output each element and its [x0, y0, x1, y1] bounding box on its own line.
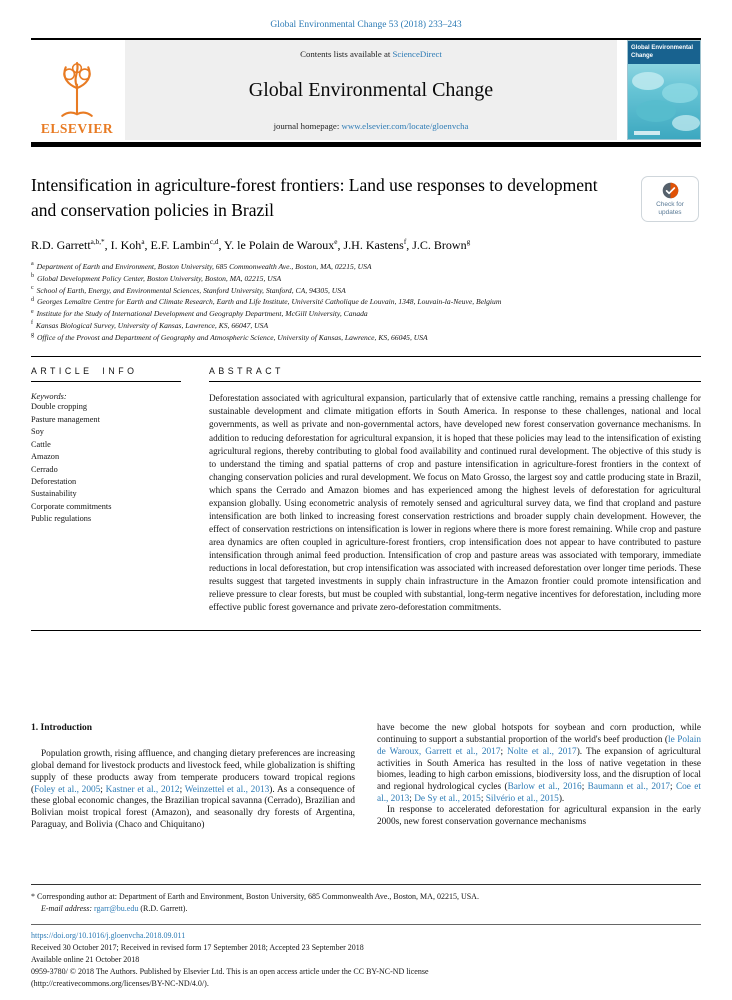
affiliation: $^a$ Department of Earth and Environment, Boston University, 685 Commonwealth Ave., Boston, MA, 02215, USA: [31, 261, 372, 271]
author-list: R.D. Garrett$^{a,b,*}$, I. Koh$^a$, E.F. Lambin$^{c,d}$, Y. le Polain de Waroux$^e$, J.H. Kastens$^f$, J.C. Brown$^g$: [31, 238, 471, 252]
citation-link[interactable]: Nolte et al., 2017: [507, 746, 577, 757]
cover-title: Global Environmental Change: [628, 41, 700, 64]
keyword: Amazon: [31, 452, 60, 462]
copyright-line: 0959-3780/ © 2018 The Authors. Published by Elsevier Ltd. This is an open access article under the CC BY-NC-ND license: [31, 967, 429, 976]
affiliation-list: [31, 261, 701, 343]
license-url: (http://creativecommons.org/licenses/BY-NC-ND/4.0/).: [31, 979, 209, 988]
citation-link[interactable]: Coe et al., 2013: [377, 781, 701, 804]
affiliation: $^f$ Kansas Biological Survey, University of Kansas, Lawrence, KS, 66047, USA: [31, 320, 269, 330]
article-info-heading: ARTICLE INFO: [31, 366, 181, 382]
check-for-updates-badge[interactable]: [641, 176, 699, 222]
keyword-list: [31, 401, 181, 525]
article-title: Intensification in agriculture-forest frontiers: Land use responses to development and conservation policies in Brazil: [31, 175, 598, 220]
available-online: Available online 21 October 2018: [31, 955, 140, 964]
citation-link[interactable]: De Sy et al., 2015: [414, 793, 481, 804]
body-column-right: [377, 723, 701, 831]
corresponding-author-note: * Corresponding author at: Department of Earth and Environment, Boston University, 685 Commonwealth Ave., Boston, MA, 02215, USA.: [31, 892, 479, 901]
author-name: R.D. Garrett$^{a,b,*}$: [31, 238, 105, 252]
received-dates: Received 30 October 2017; Received in revised form 17 September 2018; Accepted 23 September 2018: [31, 943, 364, 952]
citation-link[interactable]: le Polain de Waroux, Garrett et al., 2017: [377, 735, 701, 757]
email-link[interactable]: rgarr@bu.edu: [94, 904, 139, 913]
body-paragraph: In response to accelerated deforestation for agricultural expansion in the early 2000s, new forest conservation governance mechanisms: [377, 805, 701, 828]
homepage-prefix: journal homepage:: [273, 121, 340, 131]
article-info-column: [31, 366, 209, 614]
affiliation: $^c$ School of Earth, Energy, and Environmental Sciences, Stanford University, Stanford, CA, 94305, USA: [31, 285, 346, 295]
check-for-updates-label: Check for updates: [656, 200, 684, 216]
body-column-left: [31, 723, 355, 831]
footnote-divider: [31, 884, 701, 885]
body-paragraph: Population growth, rising affluence, and changing dietary preferences are increasing global demand for livestock products and livestock feed, while globalization is shifting supply of these products away from temperate producers toward tropical regions (Foley et al., 2005; Kastner et al., 2012; Weinzettel et al., 2013). As a consequence of these global economic changes, the Brazilian tropical savanna (Cerrado), Brazilian and Bolivian moist tropical forest (Amazon), and seasonally dry forests of Argentina, Paraguay, and Bolivia (Chaco and Chiquitano): [31, 749, 355, 830]
email-label: E-mail address:: [41, 904, 93, 913]
masthead-box: [125, 40, 617, 140]
publication-info: [31, 930, 701, 990]
citation-link[interactable]: Baumann et al., 2017: [587, 781, 670, 792]
keyword: Double cropping: [31, 402, 87, 412]
section-heading-introduction: 1. Introduction: [31, 723, 93, 734]
contents-line: [131, 49, 611, 59]
header-bar: [31, 142, 701, 147]
author-name: J.C. Brown$^g$: [412, 238, 471, 252]
info-bottom-divider: [31, 630, 701, 631]
affiliation: $^b$ Global Development Policy Center, Boston University, Boston, MA, 02215, USA: [31, 273, 282, 283]
affiliation: $^d$ Georges Lemaître Centre for Earth and Climate Research, Earth and Life Institute, Université Catholique de Louvain, 1348, Louvain-la-Neuve, Belgium: [31, 296, 502, 307]
author-name: E.F. Lambin$^{c,d}$: [150, 238, 219, 252]
contents-prefix: Contents lists available at: [300, 49, 391, 59]
doi-divider: [31, 924, 701, 925]
keyword: Sustainability: [31, 489, 77, 499]
elsevier-logo: [31, 40, 123, 140]
sciencedirect-link[interactable]: ScienceDirect: [392, 49, 442, 59]
page-footer: [31, 884, 701, 990]
keywords-label: Keywords:: [31, 392, 67, 402]
citation-link[interactable]: Kastner et al., 2012: [105, 784, 180, 795]
elsevier-tree-icon: [51, 58, 103, 120]
masthead: [31, 40, 701, 140]
author-name: Y. le Polain de Waroux$^e$: [224, 238, 338, 252]
homepage-line: [131, 121, 611, 131]
body-paragraph: have become the new global hotspots for soybean and corn production, while continuing to support a substantial proportion of the world's beef production (le Polain de Waroux, Garrett et al., 2017; Nolte et al., 2017). The expansion of agricultural activities in South America has resulted in the loss of native vegetation in these biomes, leading to high carbon emissions, biodiversity loss, and the disruption of local and regional hydrological cycles (Barlow et al., 2016; Baumann et al., 2017; Coe et al., 2013; De Sy et al., 2015; Silvério et al., 2015).: [377, 723, 701, 804]
affiliation: $^g$ Office of the Provost and Department of Geography and Atmospheric Science, University of Kansas, Lawrence, KS, 66045, USA: [31, 332, 428, 342]
email-suffix: (R.D. Garrett).: [140, 904, 188, 913]
cover-art: [628, 63, 701, 140]
affiliation: $^e$ Institute for the Study of International Development and Geography Department, McGill University, Canada: [31, 308, 368, 319]
journal-cover-thumbnail: [627, 40, 701, 140]
abstract-column: [209, 366, 701, 614]
keyword: Public regulations: [31, 514, 92, 524]
elsevier-wordmark: ELSEVIER: [40, 121, 114, 136]
doi-link[interactable]: https://doi.org/10.1016/j.gloenvcha.2018.09.011: [31, 931, 186, 940]
author-name: J.H. Kastens$^f$: [343, 238, 407, 252]
citation-link[interactable]: Barlow et al., 2016: [507, 781, 582, 792]
keyword: Cattle: [31, 439, 51, 449]
citation-link[interactable]: Weinzettel et al., 2013: [184, 784, 270, 795]
abstract-heading: ABSTRACT: [209, 366, 701, 382]
keyword: Soy: [31, 427, 44, 437]
keyword: Pasture management: [31, 414, 100, 424]
keyword: Cerrado: [31, 464, 58, 474]
keyword: Deforestation: [31, 476, 77, 486]
citation-link[interactable]: Foley et al., 2005: [34, 784, 101, 795]
journal-title: Global Environmental Change: [248, 78, 494, 101]
journal-citation[interactable]: Global Environmental Change 53 (2018) 233–243: [270, 20, 462, 30]
email-note: [31, 903, 701, 915]
keyword: Corporate commitments: [31, 501, 112, 511]
crossmark-icon: [662, 182, 679, 199]
citation-link[interactable]: Silvério et al., 2015: [485, 793, 559, 804]
abstract-text: Deforestation associated with agricultural expansion, particularly that of extensive cattle ranching, remains a pressing challenge for sustainable development and climate mitigation efforts in South America. In response to these challenges, national and local governments, as well as private and non-governmental actors, have developed new forest conservation governance mechanisms. In addition to reducing deforestation for agricultural expansion, it is hoped that these policies may lead to the intensification of existing agricultural regions, thereby contributing to global food availability and continued rural development. The objective of this study is to understand the timing and spatial patterns of crop and pasture intensification in agriculture-forest frontiers in the context of changing conservation policies and rural development. We focus on Mato Grosso, the largest soy and cattle producing state in Brazil, which spans the Cerrado and Amazon biomes and has experienced among the highest levels of deforestation for agricultural expansion globally. Using econometric analysis of remotely sensed and agricultural survey data, we find that cropland and pasture intensification are both linked to increasing forest conservation restrictions and broader supply chain development. However, the effect of conservation restrictions on intensification is lower in regions where there is more forest remaining. While crop and pasture area dynamics are often coupled in agriculture-forest frontiers, crop intensification does not appear to have contributed to pasture intensification through animal feed production. Intensification of crop and pasture areas was associated with temporary, immediate reductions in local deforestation, but crop intensification was associated with increased deforestation over longer time periods. These results suggest that targeted investments in supply chain infrastructure in the Amazon frontier could promote intensification and relieve pressure to clear forests, but must be coupled with substantial, long-term negative incentives for deforestation, including more effective public forest governance and private zero-deforestation commitments.: [209, 393, 701, 613]
author-name: I. Koh$^a$: [110, 238, 145, 252]
journal-homepage-link[interactable]: www.elsevier.com/locate/gloenvcha: [341, 121, 469, 131]
